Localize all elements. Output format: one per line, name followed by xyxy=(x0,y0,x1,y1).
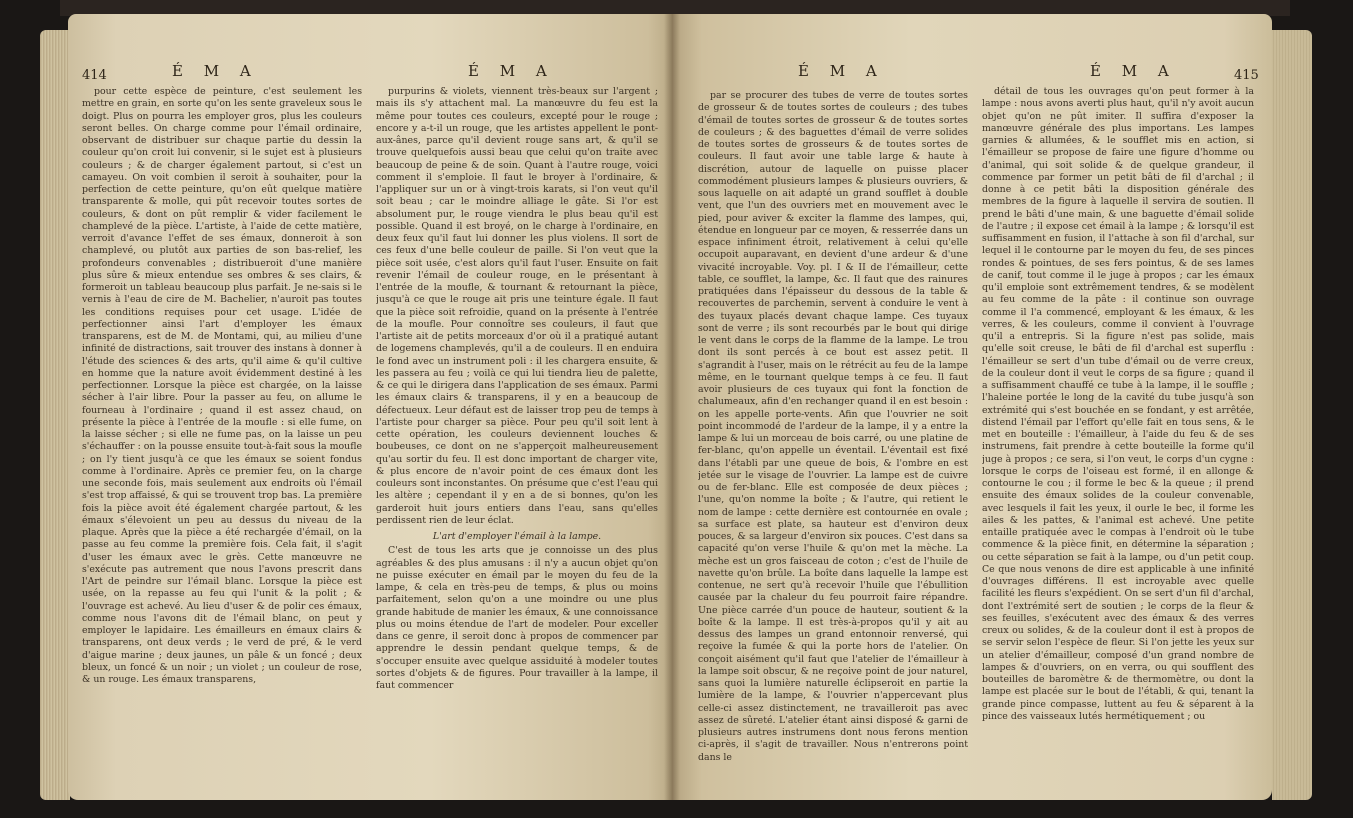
right-col1-text: par se procurer des tubes de verre de toutes sortes de grosseur & de toutes sortes de couleurs ; des tubes d'émail de toutes sortes de grosseur & de toutes sortes de couleurs ; & des baguettes d'émail de verre solides de toutes sortes de grosseurs & de toutes sortes de couleurs. Il faut avoir une table large & haute à discrétion, autour de laquelle on puisse placer commodément plusieurs lampes & plusieurs ouvriers, & sous laquelle on ait adapté un grand soufflet à double vent, que l'un des ouvriers met en mouvement avec le pied, pour aviver & exciter la flamme des lampes, qui, étendue en longueur par ce moyen, & resserrée dans un espace infiniment étroit, relativement à celui qu'elle occupoit auparavant, en devient d'une ardeur & d'une vivacité incroyable. Voy. pl. I & II de l'émailleur, cette table, ce soufflet, la lampe, &c. Il faut que des rainures pratiquées dans l'épaisseur du dessous de la table & recouvertes de parchemin, servent à conduire le vent à des tuyaux placés devant chaque lampe. Ces tuyaux sont de verre ; ils sont recourbés par le bout qui dirige le vent dans le corps de la flamme de la lampe. Le trou dont ils sont percés à ce bout est assez petit. Il s'agrandit à l'user, mais on le rétrécit au feu de la lampe même, en le tournant quelque temps à ce feu. Il faut avoir plusieurs de ces tuyaux qui font la fonction de chalumeaux, afin d'en rechanger quand il en est besoin : on les appelle porte-vents. Afin que l'ouvrier ne soit point incommodé de l'ardeur de la lampe, il y a entre la lampe & lui un morceau de bois carré, ou une platine de fer-blanc, qu'on appelle un éventail. L'éventail est fixé dans l'établi par une queue de bois, & l'ombre en est jetée sur le visage de l'ouvrier. La lampe est de cuivre ou de fer-blanc. Elle est composée de deux pièces ; l'une, qu'on nomme la boîte ; & l'autre, qui retient le nom de lampe : cette dernière est contournée en ovale ; sa surface est plate, sa hauteur est d'environ deux pouces, & sa largeur d'environ six pouces. C'est dans sa capacité qu'on verse l'huile & qu'on met la mèche. La mèche est un gros faisceau de coton ; c'est de l'huile de navette qu'on brûle. La boîte dans laquelle la lampe est contenue, ne sert qu'à recevoir l'huile que l'ébullition causée par la chaleur du feu pourroit faire répandre. Une pièce carrée d'un pouce de hauteur, soutient & la boîte & la lampe. Il est très-à-propos qu'il y ait au dessus des lampes un grand entonnoir renversé, qui reçoive la fumée & qui la porte hors de l'atelier. On conçoit aisément qu'il faut que l'atelier de l'émailleur à la lampe soit obscur, & ne reçoive point de jour naturel, sans quoi la lumière naturelle éclipseroit en partie la lumière de la lampe, & l'ouvrier n'appercevant plus celle-ci assez distinctement, ne travailleroit pas avec assez de sûreté. L'atelier étant ainsi disposé & garni de plusieurs autres instrumens dont nous ferons mention ci-après, il s'agit de travailler. Nous n'entrerons point dans le xyxy=(698,90,968,763)
right-page-edges xyxy=(1272,30,1312,800)
section-title: L'art d'employer l'émail à la lampe. xyxy=(432,531,602,542)
left-page xyxy=(68,14,672,800)
right-running-head-1: É M A xyxy=(798,62,885,80)
right-col2-text: détail de tous les ouvrages qu'on peut former à la lampe : nous avons averti plus haut, qu'il n'y avoit aucun objet qu'on ne pût imiter. Il suffira d'exposer la manœuvre générale des plus importans. Les lampes garnies & allumées, & le soufflet mis en action, si l'émailleur se propose de faire une figure d'homme ou d'animal, qui soit solide & de quelque grandeur, il commence par former un petit bâti de fil d'archal ; il donne à ce petit bâti la disposition générale des membres de la figure à laquelle il servira de soutien. Il prend le bâti d'une main, & une baguette d'émail solide de l'autre ; il expose cet émail à la lampe ; & lorsqu'il est suffisamment en fusion, il l'attache à son fil d'archal, sur lequel il le contourne par le moyen du feu, de ses pinces rondes & pointues, de ses fers pointus, & de ses lames de canif, tout comme il le juge à propos ; car les émaux qu'il emploie sont extrêmement tendres, & se modèlent au feu comme de la pâte : il continue son ouvrage comme il l'a commencé, employant & les émaux, & les verres, & les couleurs, comme il convient à l'ouvrage qu'il a entrepris. Si la figure n'est pas solide, mais qu'elle soit creuse, le bâti de fil d'archal est superflu : l'émailleur se sert d'un tube d'émail ou de verre creux, de la couleur dont il veut le corps de sa figure ; quand il a suffisamment chauffé ce tube à la lampe, il le souffle ; l'haleine portée le long de la cavité du tube jusqu'à son extrémité qui s'est bouchée en se fondant, y est arrêtée, distend l'émail par l'effort qu'elle fait en tous sens, & le met en bouteille : l'émailleur, à l'aide du feu & de ses instrumens, fait prendre à cette bouteille la forme qu'il juge à propos ; ce sera, si l'on veut, le corps d'un cygne : lorsque le corps de l'oiseau est formé, il en allonge & contourne le cou ; il forme le bec & la queue ; il prend ensuite des émaux solides de la couleur convenable, avec lesquels il fait les yeux, il ourle le bec, il forme les ailes & les pattes, & l'animal est achevé. Une petite entaille pratiquée avec le compas à l'endroit où le tube commence & la pièce finit, en détermine la séparation ; ou cette séparation se fait à la lampe, ou d'un petit coup. Ce que nous venons de dire est applicable à une infinité d'ouvrages différens. Il est incroyable avec quelle facilité les fleurs s'expédient. On se sert d'un fil d'archal, dont l'extrémité sert de soutien ; le corps de la fleur & ses feuilles, s'exécutent avec des émaux & des verres creux ou solides, & de la couleur dont il est à propos de se servir selon l'espèce de fleur. Si l'on jette les yeux sur un atelier d'émailleur, composé d'un grand nombre de lampes & d'ouvriers, on en verra, ou qui soufflent des bouteilles de baromètre & de thermomètre, ou dont la lampe est placée sur le bout de l'établi, & qui, tenant la grande pince compasse, luttent au feu & séparent à la pince des vaisseaux lutés hermétiquement ; ou xyxy=(982,86,1254,722)
left-col2-paragraph-1: purpurins & violets, viennent très-beaux sur l'argent ; mais ils s'y attachent mal. La manœuvre du feu est la même pour toutes ces couleurs, excepté pour le rouge ; encore y a-t-il un rouge, que les artistes appellent le pont-aux-ânes, parce qu'il devient rouge sans art, & qu'il se trouve quelquefois aussi beau que celui qu'on traite avec beaucoup de peine & de soin. Quant à l'autre rouge, voici comment il s'emploie. Il faut le broyer à l'ordinaire, & l'appliquer sur un or à vingt-trois karats, si l'on veut qu'il soit beau ; car le moindre alliage le gâte. Si l'or est absolument pur, le rouge viendra le plus beau qu'il est possible. Quand il est broyé, on le charge à l'ordinaire, en deux feux qu'il faut lui donner les plus violens. Il sort de ces feux d'une belle couleur de paille. Si l'on veut que la pièce soit usée, c'est alors qu'il faut l'user. Ensuite on fait revenir l'émail de couleur rouge, en le présentant à l'entrée de la moufle, & tournant & retournant la pièce, jusqu'à ce que le rouge ait pris une teinture égale. Il faut que la pièce soit refroidie, quand on la présente à l'entrée de la moufle. Pour connoître ses couleurs, il faut que l'artiste ait de petits morceaux d'or où il a pratiqué autant de logemens champlevés, qu'il a de couleurs. Il en enduira le fond avec un instrument poli : il les chargera ensuite, & les passera au feu ; voilà ce qui lui tiendra lieu de palette, & ce qui le dirigera dans l'application de ses émaux. Parmi les émaux clairs & transparens, il y en a beaucoup de défectueux. Leur défaut est de laisser trop peu de temps à l'artiste pour charger sa pièce. Pour peu qu'il soit lent à cette opération, les couleurs deviennent louches & boubeuses, ce dont on ne s'apperçoit malheureusement qu'au sortir du feu. Il est donc important de charger vite, & plus encore de n'avoir point de ces émaux dont les couleurs sont inconstantes. On présume que c'est l'eau qui les altère ; cependant il y en a de si bonnes, qu'on les garderoit huit jours entiers dans l'eau, sans qu'elles perdissent rien de leur éclat. xyxy=(376,86,658,526)
left-page-column-1 xyxy=(82,86,362,791)
left-page-edges xyxy=(40,30,70,800)
right-page xyxy=(672,14,1272,800)
left-page-number: 414 xyxy=(82,68,107,83)
right-running-head-2: É M A xyxy=(1090,62,1177,80)
book-gutter xyxy=(664,14,680,800)
left-col2-paragraph-2: C'est de tous les arts que je connoisse un des plus agréables & des plus amusans : il n'y a aucun objet qu'on ne puisse exécuter en émail par le moyen du feu de la lampe, & cela en très-peu de temps, & plus ou moins parfaitement, selon qu'on a une moindre ou une plus grande habitude de manier les émaux, & une connoissance plus ou moins étendue de l'art de modeler. Pour exceller dans ce genre, il seroit donc à propos de commencer par apprendre le dessin pendant quelque temps, & de s'occuper ensuite avec quelque assiduité à modeler toutes sortes d'objets & de figures. Pour travailler à la lampe, il faut commencer xyxy=(376,545,658,691)
right-page-column-1 xyxy=(698,90,968,790)
right-page-number: 415 xyxy=(1234,68,1259,83)
left-page-column-2 xyxy=(376,86,658,791)
left-col1-text: pour cette espèce de peinture, c'est seulement les mettre en grain, en sorte qu'on les sente graveleux sous le doigt. Plus on pourra les employer gros, plus les couleurs seront belles. On charge comme pour l'émail ordinaire, observant de distribuer sur chaque partie du dessin la couleur qu'on croit lui convenir, si le sujet est à plusieurs couleurs ; & de charger également partout, si c'est un camayeu. On voit combien il seroit à souhaiter, pour la perfection de cette peinture, qu'on eût quelque matière transparente & molle, qui pût recevoir toutes sortes de couleurs, & dont on pût remplir & vider facilement le champlevé de la pièce. L'artiste, à l'aide de cette matière, verroit d'avance l'effet de ses émaux, donneroit à son champlevé, ou plutôt aux parties de son bas-relief, les profondeurs convenables ; distribueroit d'une manière plus sûre & mieux entendue ses ombres & ses clairs, & formeroit un tableau beaucoup plus parfait. Je ne-sais si le vernis à l'eau de cire de M. Bachelier, n'auroit pas toutes les conditions requises pour cet usage. L'idée de perfectionner ainsi l'art d'employer les émaux transparens, est de M. de Montami, qui, au milieu d'une infinité de distractions, sait trouver des instans à donner à l'étude des sciences & des arts, qu'il aime & qu'il cultive en homme que la nature avoit évidemment destiné à les perfectionner. Lorsque la pièce est chargée, on la laisse sécher à l'air libre. Pour la passer au feu, on allume le fourneau à l'ordinaire ; quand il est assez chaud, on présente la pièce à l'entrée de la moufle : si elle fume, on la laisse sécher ; si elle ne fume pas, on la laisse un peu s'échauffer : on la pousse ensuite tout-à-fait sous la moufle ; on l'y tient jusqu'à ce que les émaux se soient fondus comme à l'ordinaire. Après ce premier feu, on la charge une seconde fois, mais seulement aux endroits où l'émail s'est trop affaissé, & qui se trouvent trop bas. La première fois la pièce avoit été également chargée partout, & les émaux s'élevoient un peu au dessus du niveau de la plaque. Après que la pièce a été rechargée d'émail, on la passe au feu comme la première fois. Cela fait, il s'agit d'user les émaux avec le grès. Cette manœuvre ne s'exécute pas autrement que nous l'avons prescrit dans l'Art de peindre sur l'émail blanc. Lorsque la pièce est usée, on la repasse au feu qui l'unit & la polit ; & l'ouvrage est achevé. Au lieu d'user & de polir ces émaux, comme nous l'avons dit de l'émail blanc, on peut y employer le lapidaire. Les émailleurs en émaux clairs & transparens, ont deux verds ; le verd de pré, & le verd d'aigue marine ; deux jaunes, un pâle & un foncé ; deux bleux, un foncé & un noir ; un violet ; un couleur de rose, & un rouge. Les émaux transparens, xyxy=(82,86,362,685)
left-running-head-2: É M A xyxy=(468,62,555,80)
left-running-head-1: É M A xyxy=(172,62,259,80)
right-page-column-2 xyxy=(982,86,1254,791)
